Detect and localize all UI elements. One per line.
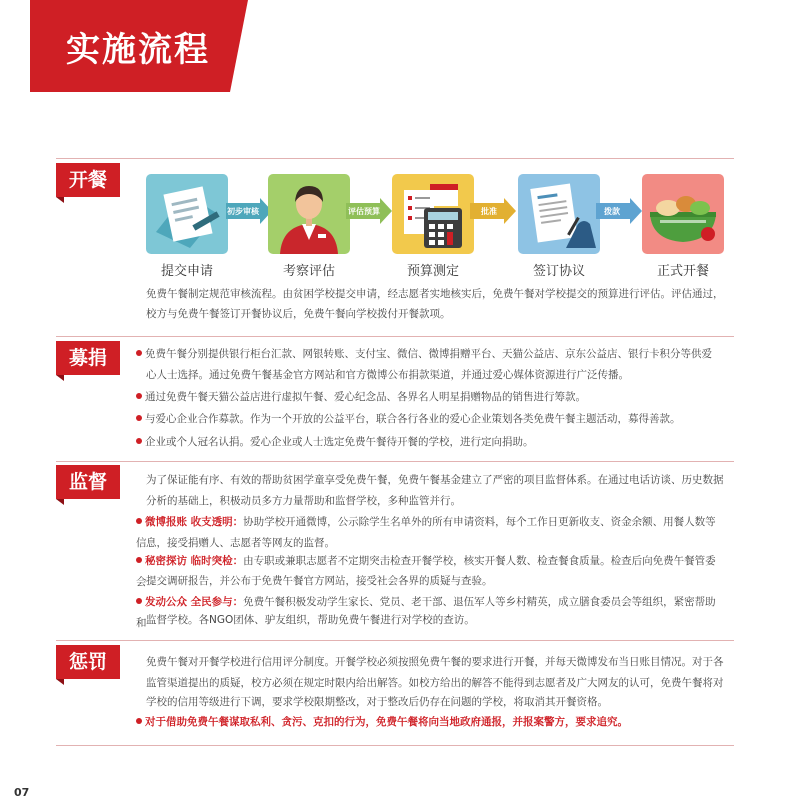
bullet-dot — [136, 415, 142, 421]
step-label-contract: 签订协议 — [532, 264, 585, 279]
kaican-line: 校方与免费午餐签订开餐协议后，免费午餐向学校拨付开餐款项。 — [146, 308, 451, 320]
jiandu-text: 由专职或兼职志愿者不定期突击检查开餐学校，核实开餐人数、检查餐食质量。检查后向免费午餐管委会 — [136, 555, 716, 588]
step-card-meal — [642, 174, 724, 254]
page-number: 07 — [14, 786, 30, 799]
meal-plate-icon — [642, 174, 724, 254]
section-divider — [56, 461, 734, 462]
jiandu-highlight: 微博报账 收支透明： — [145, 516, 244, 528]
jiandu-text: 协助学校开通微博，公示除学生名单外的所有申请资料，每个工作日更新收支、资金余额、用餐人数等信 — [136, 516, 716, 549]
form-submit-icon — [146, 174, 228, 254]
contract-sign-icon — [518, 174, 600, 254]
step-card-contract — [518, 174, 600, 254]
section-tag-jiandu: 监督 — [56, 465, 120, 499]
bullet-dot — [136, 518, 142, 524]
mujuan-bullet — [136, 432, 726, 453]
jiandu-highlight: 发动公众 全民参与： — [145, 596, 244, 608]
arrow-label-budget: 评估预算 — [348, 207, 380, 216]
bullet-dot — [136, 718, 142, 724]
section-tag-kaican: 开餐 — [56, 163, 120, 197]
section-divider — [56, 745, 734, 746]
jiandu-intro: 为了保证能有序、有效的帮助贫困学童享受免费午餐，免费午餐基金建立了严密的项目监督体系。在通过电话访谈、历史数据 — [146, 474, 724, 486]
chengfa-line: 免费午餐对开餐学校进行信用评分制度。开餐学校必须按照免费午餐的要求进行开餐，并每天微博发布当日账目情况。对于各 — [146, 656, 724, 668]
calculator-icon — [392, 174, 474, 254]
step-card-submit — [146, 174, 228, 254]
chengfa-line: 监管渠道提出的质疑，校方必须在规定时限内给出解答。如校方给出的解答不能得到志愿者及广大网友的认可，免费午餐将对 — [146, 677, 724, 689]
chengfa-warning — [136, 712, 726, 733]
bullet-dot — [136, 438, 142, 444]
jiandu-highlight: 秘密探访 临时突检： — [145, 555, 244, 567]
step-card-inspect — [268, 174, 350, 254]
bullet-dot — [136, 393, 142, 399]
step-label-submit: 提交申请 — [160, 264, 213, 279]
jiandu-cont: 息，接受捐赠人、志愿者等网友的监督。 — [146, 537, 335, 549]
inspector-icon — [268, 174, 350, 254]
jiandu-cont: 监督学校。各NGO团体、驴友组织，帮助免费午餐进行对学校的查访。 — [146, 614, 475, 626]
chengfa-line: 学校的信用等级进行下调，要求学校限期整改，对于整改后仍存在问题的学校，将取消其开餐资格。 — [146, 696, 608, 708]
mujuan-bullet — [136, 409, 726, 430]
bullet-dot — [136, 598, 142, 604]
bullet-dot — [136, 557, 142, 563]
kaican-line: 免费午餐制定规范审核流程。由贫困学校提交申请，经志愿者实地核实后，免费午餐对学校提交的预算进行评估。评估通过， — [146, 288, 724, 300]
section-tag-chengfa: 惩罚 — [56, 645, 120, 679]
title-banner — [30, 0, 248, 92]
jiandu-intro: 分析的基础上，积极动员多方力量帮助和监督学校，多种监管并行。 — [146, 495, 461, 507]
arrow-label-approve: 批准 — [481, 207, 497, 216]
page-title: 实施流程 — [66, 30, 210, 70]
chengfa-warning-text: 对于借助免费午餐谋取私利、贪污、克扣的行为，免费午餐将向当地政府通报，并报案警方，要求追究。 — [145, 716, 628, 728]
jiandu-text: 免费午餐积极发动学生家长、党员、老干部、退伍军人等乡村精英，成立膳食委员会等组织，紧密帮助和 — [136, 596, 716, 629]
jiandu-cont: 提交调研报告，并公布于免费午餐官方网站，接受社会各界的质疑与查验。 — [146, 575, 493, 587]
section-divider — [56, 640, 734, 641]
arrow-label-fund: 拨款 — [604, 207, 620, 216]
mujuan-bullet — [136, 344, 726, 365]
mujuan-text: 通过免费午餐天猫公益店进行虚拟午餐、爱心纪念品、各界名人明星捐赠物品的销售进行筹款。 — [145, 391, 586, 403]
step-card-budget — [392, 174, 474, 254]
section-tag-mujuan: 募捐 — [56, 341, 120, 375]
step-label-inspect: 考察评估 — [282, 264, 335, 279]
mujuan-text: 与爱心企业合作募款。作为一个开放的公益平台，联合各行各业的爱心企业策划各类免费午餐主题活动，募得善款。 — [145, 413, 681, 425]
arrow-label-review: 初步审核 — [227, 207, 259, 216]
step-label-meal: 正式开餐 — [656, 264, 709, 279]
bullet-dot — [136, 350, 142, 356]
mujuan-line: 心人士选择。通过免费午餐基金官方网站和官方微博公布捐款渠道，并通过爱心媒体资源进行广泛传播。 — [146, 369, 629, 381]
mujuan-text: 企业或个人冠名认捐。爱心企业或人士选定免费午餐待开餐的学校，进行定向捐助。 — [145, 436, 534, 448]
section-divider — [56, 158, 734, 159]
mujuan-bullet — [136, 387, 726, 408]
step-label-budget: 预算测定 — [406, 264, 459, 279]
mujuan-text: 免费午餐分别提供银行柜台汇款、网银转账、支付宝、微信、微博捐赠平台、天猫公益店、京东公益店、银行卡积分等供爱 — [145, 348, 712, 360]
section-divider — [56, 336, 734, 337]
